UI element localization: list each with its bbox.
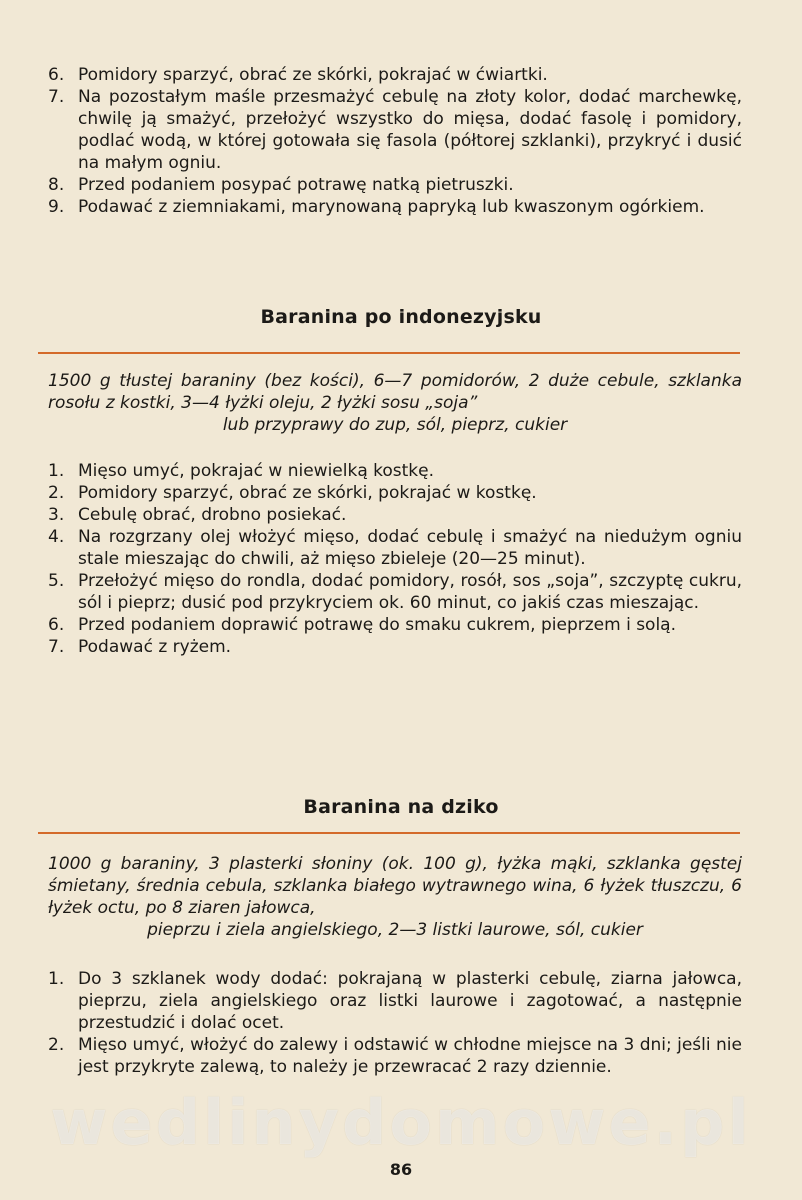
list-item <box>48 196 742 218</box>
steps-dziko <box>48 968 742 1078</box>
step-text: Przed podaniem doprawić potrawę do smaku cukrem, pieprzem i solą. <box>78 615 677 635</box>
watermark: wedlinydomowe.pl <box>50 1086 752 1159</box>
page-number: 86 <box>389 1160 413 1179</box>
step-text: Do 3 szklanek wody dodać: pokrajaną w plasterki cebulę, ziarna jałowca, pieprzu, ziela angielskiego oraz listki laurowe i zagotować, a następnie przestudzić i dolać ocet. <box>78 969 742 1033</box>
steps-indonezyjsku <box>48 460 742 658</box>
step-number: 7. <box>48 87 65 107</box>
step-number: 5. <box>48 571 65 591</box>
step-number: 1. <box>48 461 65 481</box>
list-item <box>48 86 742 174</box>
step-number: 4. <box>48 527 65 547</box>
step-number: 2. <box>48 1035 65 1055</box>
steps-continued-list <box>48 64 742 218</box>
list-item <box>48 174 742 196</box>
step-text: Na pozostałym maśle przesmażyć cebulę na złoty kolor, dodać marchewkę, chwilę ją smażyć, przełożyć wszystko do mięsa, dodać fasolę i pomidory, podlać wodą, w której gotowała się fasola (półtorej szklanki), przykryć i dusić na małym ogniu. <box>78 87 742 173</box>
step-text: Podawać z ryżem. <box>78 637 232 657</box>
step-number: 6. <box>48 65 65 85</box>
step-number: 8. <box>48 175 65 195</box>
list-item <box>48 460 742 482</box>
step-text: Pomidory sparzyć, obrać ze skórki, pokrajać w kostkę. <box>78 483 537 503</box>
list-item <box>48 64 742 86</box>
ingredients-dziko <box>48 853 742 941</box>
step-text: Na rozgrzany olej włożyć mięso, dodać cebulę i smażyć na niedużym ogniu stale mieszając do chwili, aż mięso zbieleje (20—25 minut). <box>78 527 742 569</box>
section-divider <box>38 832 740 834</box>
list-item <box>48 570 742 614</box>
step-number: 9. <box>48 197 65 217</box>
step-number: 2. <box>48 483 65 503</box>
step-text: Mięso umyć, pokrajać w niewielką kostkę. <box>78 461 435 481</box>
recipe-title-indonezyjsku: Baranina po indonezyjsku <box>260 306 542 328</box>
list-item <box>48 482 742 504</box>
step-number: 7. <box>48 637 65 657</box>
list-item <box>48 1034 742 1078</box>
step-number: 3. <box>48 505 65 525</box>
list-item <box>48 636 742 658</box>
ingredients-indonezyjsku <box>48 370 742 436</box>
section-divider <box>38 352 740 354</box>
step-text: Pomidory sparzyć, obrać ze skórki, pokrajać w ćwiartki. <box>78 65 548 85</box>
list-item <box>48 526 742 570</box>
list-item <box>48 968 742 1034</box>
step-text: Mięso umyć, włożyć do zalewy i odstawić w chłodne miejsce na 3 dni; jeśli nie jest przykryte zalewą, to należy je przewracać 2 razy dziennie. <box>78 1035 742 1077</box>
ingredients-text-last: pieprzu i ziela angielskiego, 2—3 listki laurowe, sól, cukier <box>147 920 643 940</box>
recipe-title-dziko: Baranina na dziko <box>303 796 499 818</box>
ingredients-text-last: lub przyprawy do zup, sól, pieprz, cukier <box>222 415 568 435</box>
list-item <box>48 614 742 636</box>
ingredients-text: 1000 g baraniny, 3 plasterki słoniny (ok. 100 g), łyżka mąki, szklanka gęstej śmietany, średnia cebula, szklanka białego wytrawnego wina, 6 łyżek tłuszczu, 6 łyżek octu, po 8 ziaren jałowca, <box>48 854 742 918</box>
step-text: Cebulę obrać, drobno posiekać. <box>78 505 347 525</box>
ingredients-text: 1500 g tłustej baraniny (bez kości), 6—7 pomidorów, 2 duże cebule, szklanka rosołu z kostki, 3—4 łyżki oleju, 2 łyżki sosu „soja” <box>48 371 742 413</box>
step-text: Przed podaniem posypać potrawę natką pietruszki. <box>78 175 514 195</box>
step-text: Podawać z ziemniakami, marynowaną papryką lub kwaszonym ogórkiem. <box>78 197 705 217</box>
step-text: Przełożyć mięso do rondla, dodać pomidory, rosół, sos „soja”, szczyptę cukru, sól i pieprz; dusić pod przykryciem ok. 60 minut, co jakiś czas mieszając. <box>78 571 742 613</box>
step-number: 6. <box>48 615 65 635</box>
step-number: 1. <box>48 969 65 989</box>
list-item <box>48 504 742 526</box>
